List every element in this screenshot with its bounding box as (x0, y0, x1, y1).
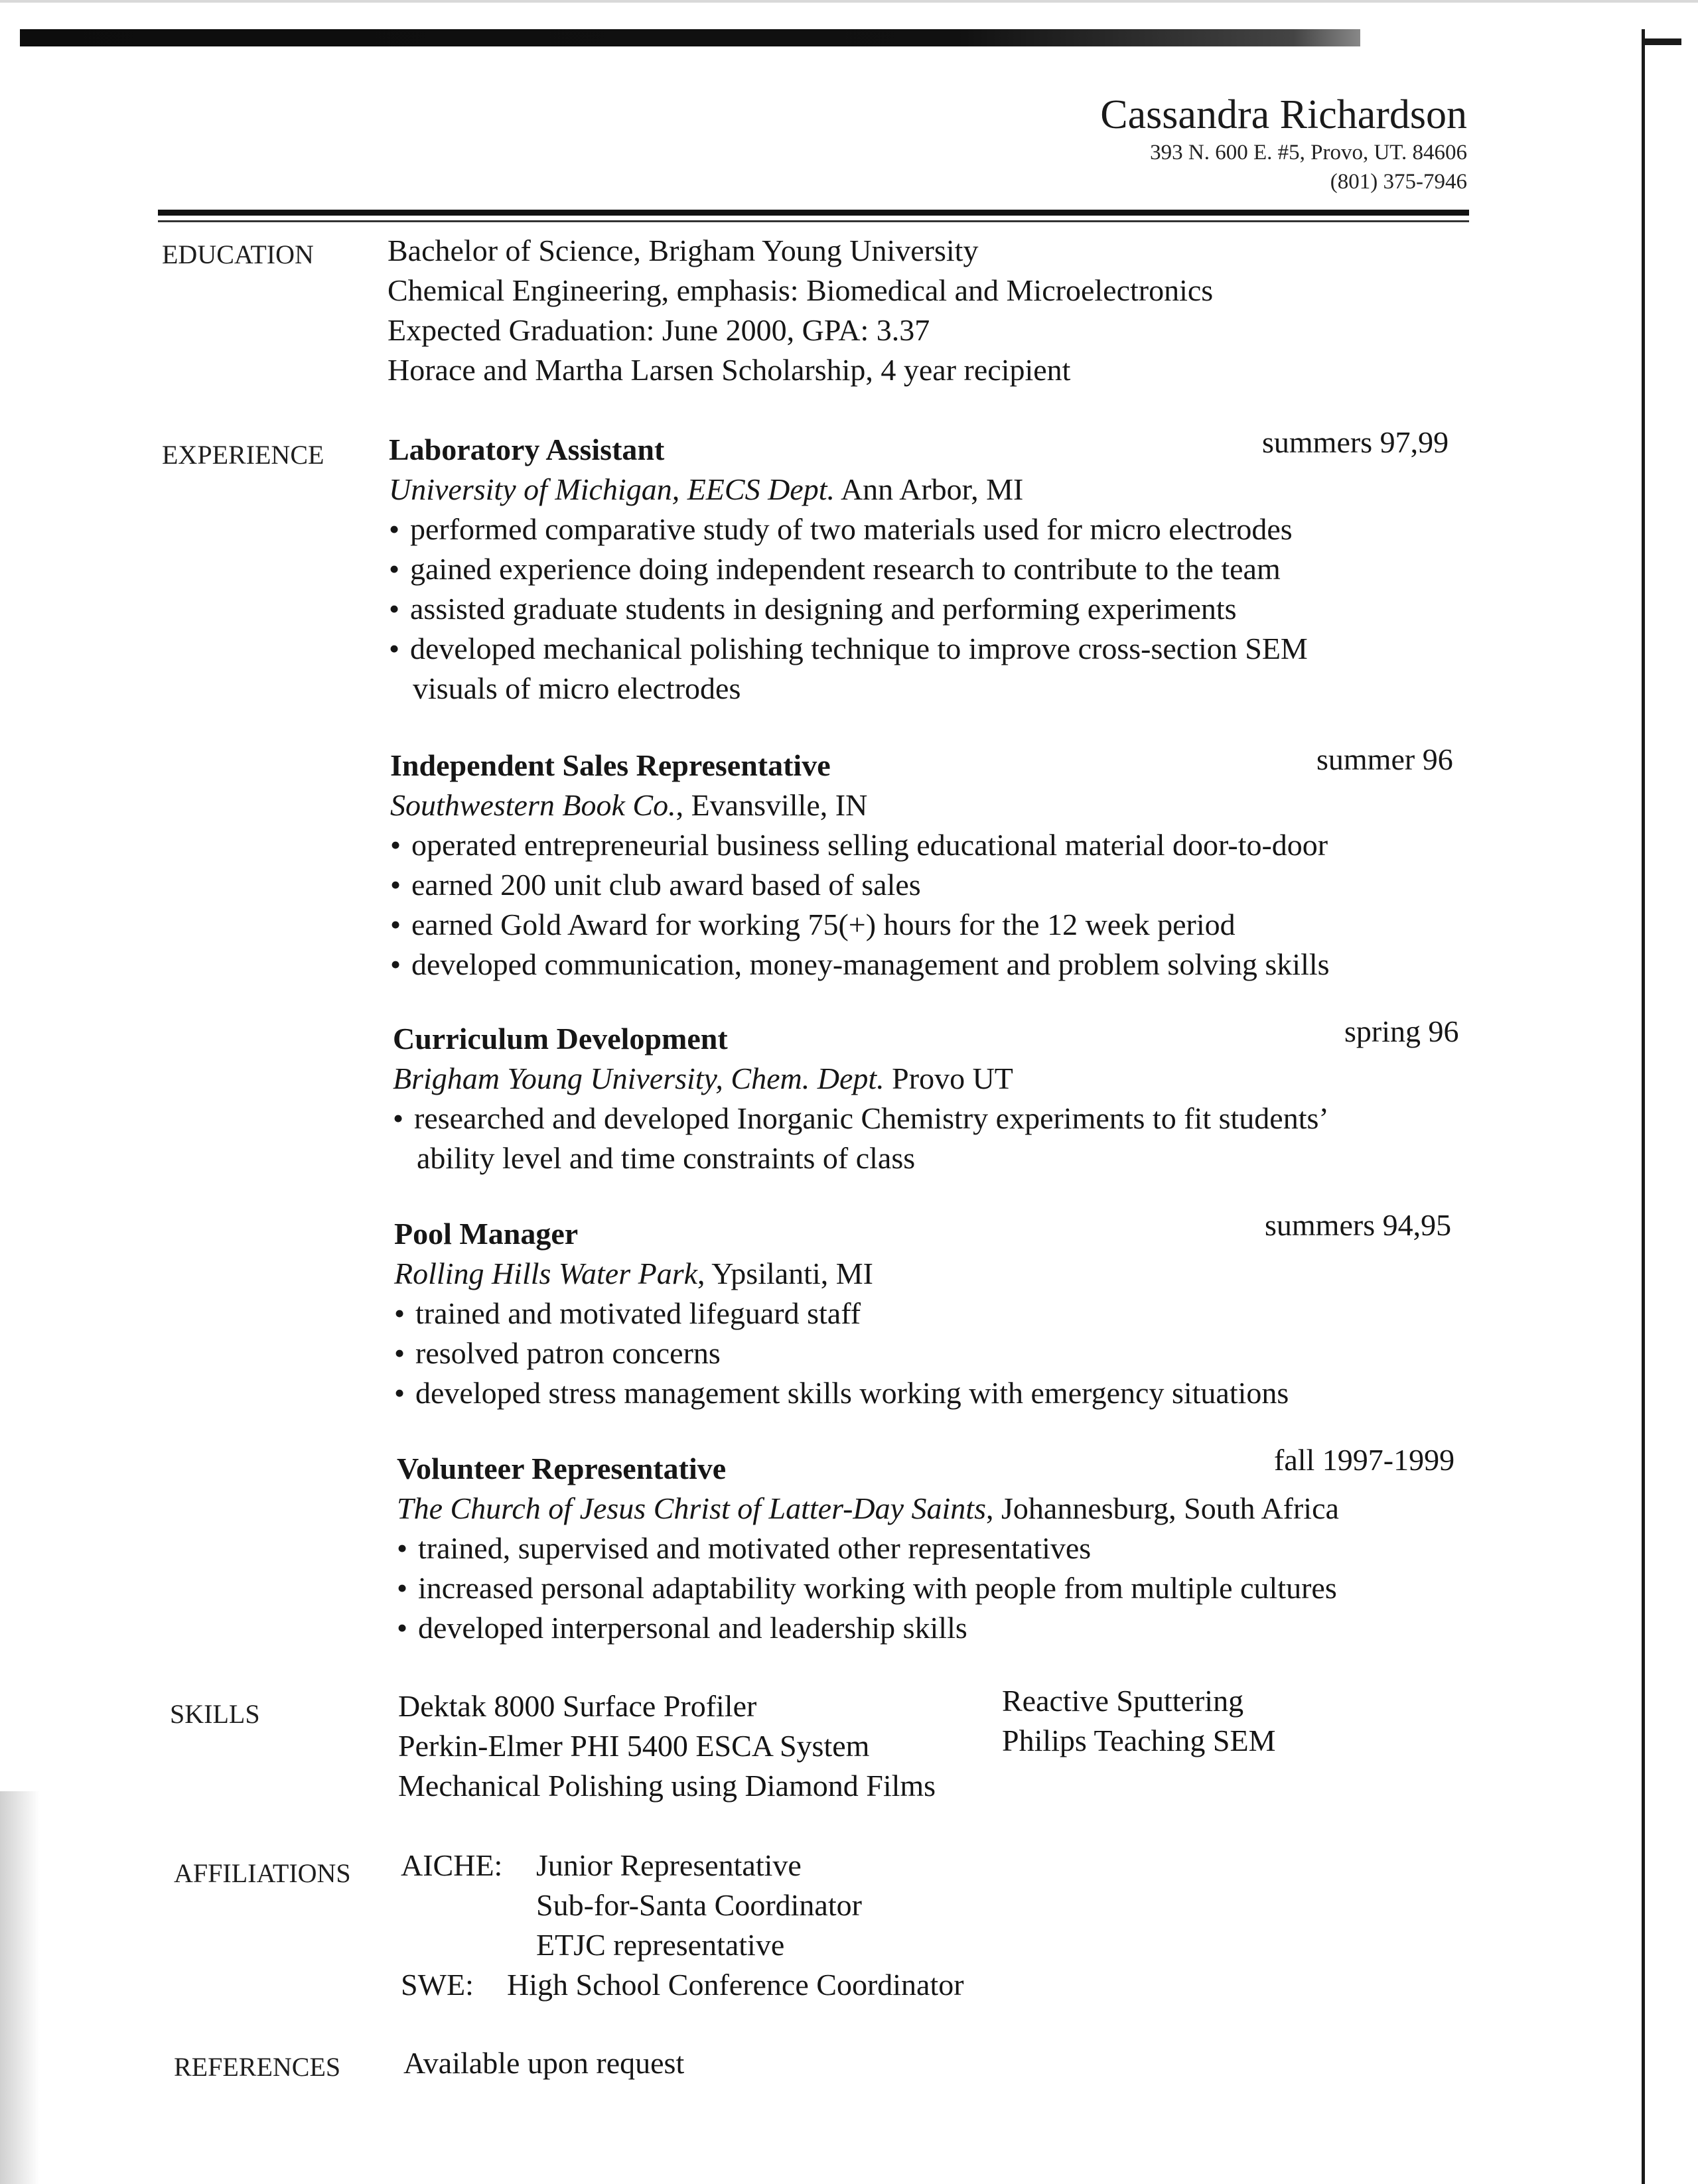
scan-left-shadow (0, 1791, 40, 2184)
section-label-skills: SKILLS (170, 1699, 260, 1729)
job-bullet: • earned Gold Award for working 75(+) hours for the 12 week period (390, 905, 1330, 945)
skills-column-1 (398, 1686, 936, 1806)
scan-top-bar (20, 29, 1360, 46)
job-bullet: • trained and motivated lifeguard staff (394, 1294, 1289, 1333)
education-scholarship: Horace and Martha Larsen Scholarship, 4 year recipient (388, 353, 1071, 387)
bullet-icon: • (397, 1531, 408, 1565)
bullet-icon: • (390, 947, 401, 981)
job-title: Pool Manager (394, 1217, 579, 1251)
bullet-icon: • (397, 1611, 408, 1645)
job-dates: summer 96 (1316, 742, 1453, 776)
job-employer (393, 1059, 1329, 1099)
skill-item: Mechanical Polishing using Diamond Films (398, 1769, 936, 1803)
skills-column-2 (1002, 1681, 1276, 1761)
skill-item: Perkin-Elmer PHI 5400 ESCA System (398, 1729, 870, 1763)
job-bullet: • trained, supervised and motivated other representatives (397, 1529, 1339, 1568)
job-dates: summers 94,95 (1265, 1208, 1452, 1242)
affiliation-role: ETJC representative (536, 1928, 785, 1962)
applicant-address: 393 N. 600 E. #5, Provo, UT. 84606 (1150, 141, 1467, 165)
job-bullet: • operated entrepreneurial business selling educational material door-to-door (390, 825, 1330, 865)
applicant-name: Cassandra Richardson (1100, 92, 1467, 137)
job-dates: summers 97,99 (1262, 425, 1449, 459)
affiliation-role: High School Conference Coordinator (507, 1968, 964, 2002)
skill-item: Reactive Sputtering (1002, 1684, 1244, 1718)
affiliation-org: SWE: (401, 1968, 474, 2002)
job-bullet: • researched and developed Inorganic Chemistry experiments to fit students’ (393, 1099, 1329, 1138)
section-label-references: REFERENCES (174, 2052, 341, 2082)
job-title: Curriculum Development (393, 1022, 728, 1056)
job-title: Volunteer Representative (397, 1452, 727, 1485)
section-label-experience: EXPERIENCE (162, 440, 324, 470)
education-major: Chemical Engineering, emphasis: Biomedical and Microelectronics (388, 273, 1214, 307)
scan-right-tick (1642, 38, 1681, 45)
job-title: Independent Sales Representative (390, 748, 831, 782)
scan-right-edge (1642, 29, 1645, 2184)
job-org: Southwestern Book Co. (390, 788, 676, 822)
affiliation-role: Sub-for-Santa Coordinator (536, 1888, 862, 1922)
education-degree: Bachelor of Science, Brigham Young University (388, 234, 979, 267)
applicant-phone: (801) 375-7946 (1330, 170, 1467, 194)
job-entry (389, 430, 1308, 709)
job-org: Brigham Young University, Chem. Dept. (393, 1061, 884, 1095)
job-entry (390, 746, 1330, 985)
header-rule (158, 210, 1469, 216)
job-org: University of Michigan, EECS Dept. (389, 472, 835, 506)
job-dates: spring 96 (1344, 1014, 1459, 1048)
bullet-icon: • (394, 1336, 405, 1370)
skill-item: Philips Teaching SEM (1002, 1724, 1276, 1757)
affiliation-org: AICHE: (401, 1848, 503, 1882)
affiliation-role: Junior Representative (536, 1848, 802, 1882)
section-label-education: EDUCATION (162, 239, 314, 269)
job-bullet: • developed mechanical polishing technique to improve cross-section SEM (389, 629, 1308, 669)
job-location: Provo UT (884, 1061, 1013, 1095)
job-dates: fall 1997-1999 (1274, 1443, 1455, 1477)
job-employer (394, 1254, 1289, 1294)
bullet-icon: • (390, 908, 401, 941)
job-entry (397, 1449, 1339, 1648)
affiliation-aiche (401, 1846, 964, 1885)
job-entry (394, 1214, 1289, 1413)
bullet-icon: • (393, 1101, 404, 1135)
header-rule-thin (158, 220, 1469, 222)
job-org: Rolling Hills Water Park (394, 1257, 698, 1290)
job-location: Ann Arbor, MI (835, 472, 1024, 506)
bullet-icon: • (389, 552, 400, 586)
education-block (388, 231, 1213, 390)
job-employer (389, 470, 1308, 510)
job-location: , Ypsilanti, MI (697, 1257, 873, 1290)
job-bullet: • resolved patron concerns (394, 1333, 1289, 1373)
job-bullet: • increased personal adaptability working with people from multiple cultures (397, 1568, 1339, 1608)
job-bullet-continuation: ability level and time constraints of class (417, 1141, 916, 1175)
affiliation-swe (401, 1965, 964, 2005)
job-location: , Evansville, IN (675, 788, 868, 822)
bullet-icon: • (390, 828, 401, 862)
education-graduation: Expected Graduation: June 2000, GPA: 3.37 (388, 313, 930, 347)
job-bullet: • developed interpersonal and leadership skills (397, 1608, 1339, 1648)
job-org: The Church of Jesus Christ of Latter-Day Saints (397, 1491, 986, 1525)
job-bullet: • developed stress management skills working with emergency situations (394, 1373, 1289, 1413)
bullet-icon: • (389, 632, 400, 665)
job-bullet: • gained experience doing independent research to contribute to the team (389, 549, 1308, 589)
job-location: , Johannesburg, South Africa (986, 1491, 1339, 1525)
job-bullet: • assisted graduate students in designing and performing experiments (389, 589, 1308, 629)
job-employer (397, 1489, 1339, 1529)
bullet-icon: • (390, 868, 401, 902)
job-title: Laboratory Assistant (389, 433, 665, 466)
affiliations-block (401, 1846, 964, 2005)
resume-header (1100, 92, 1467, 196)
section-label-affiliations: AFFILIATIONS (174, 1858, 351, 1888)
job-bullet-continuation: visuals of micro electrodes (413, 671, 741, 705)
bullet-icon: • (394, 1296, 405, 1330)
bullet-icon: • (389, 512, 400, 546)
job-employer (390, 785, 1330, 825)
job-entry (393, 1019, 1329, 1178)
bullet-icon: • (389, 592, 400, 626)
references-text: Available upon request (403, 2046, 685, 2080)
job-bullet: • earned 200 unit club award based of sales (390, 865, 1330, 905)
bullet-icon: • (397, 1571, 408, 1605)
skill-item: Dektak 8000 Surface Profiler (398, 1689, 757, 1723)
job-bullet: • developed communication, money-management and problem solving skills (390, 945, 1330, 985)
bullet-icon: • (394, 1376, 405, 1410)
scan-top-edge (0, 0, 1698, 3)
job-bullet: • performed comparative study of two materials used for micro electrodes (389, 510, 1308, 549)
